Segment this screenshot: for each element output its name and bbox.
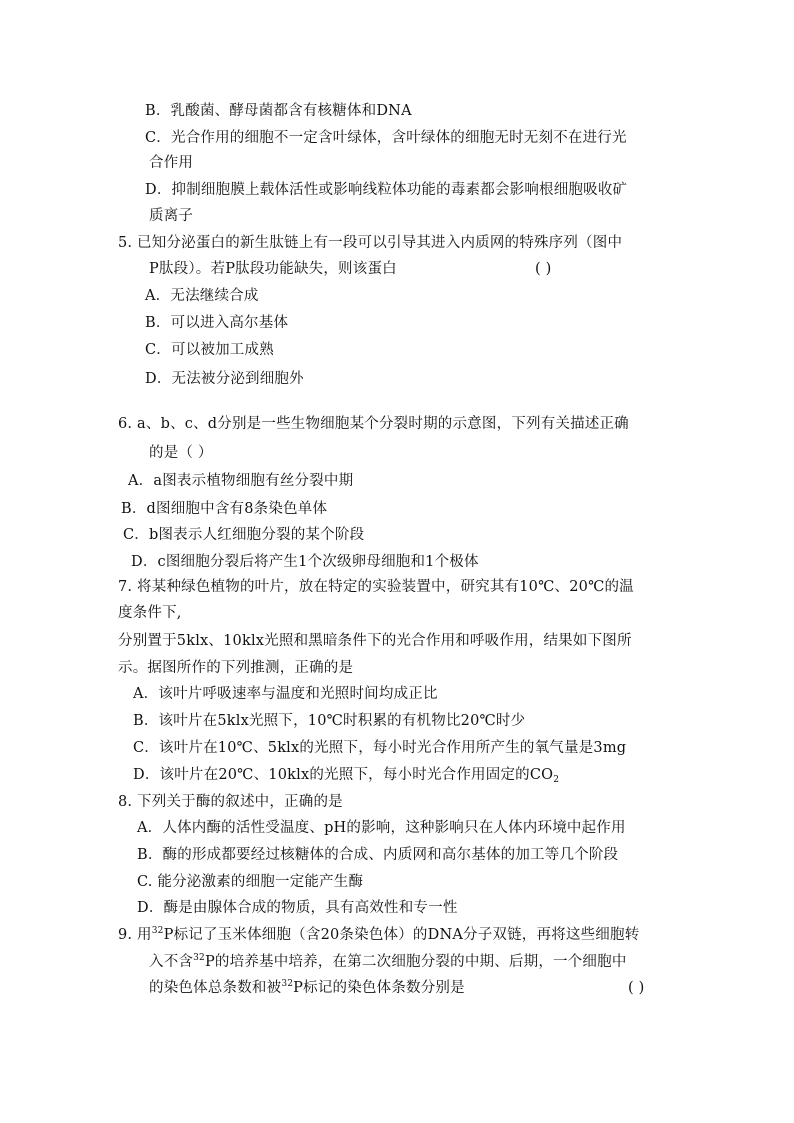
q6-option-a: A．a图表示植物细胞有丝分裂中期 [128,473,354,489]
q5-option-a: A．无法继续合成 [145,288,259,304]
q9-stem-line1: 9. 用$^{32}$P标记了玉米体细胞（含20条染色体）的DNA分子双链，再将这些细胞转 [118,926,640,943]
q7-option-b: B．该叶片在5klx光照下，10℃时积累的有机物比20℃时少 [133,713,526,729]
q5-option-d: D．无法被分泌到细胞外 [145,371,304,387]
q4-option-c-line2: 合作用 [149,155,194,171]
q8-stem: 8. 下列关于酶的叙述中，正确的是 [118,794,343,810]
q7-stem-line4: 示。据图所作的下列推测，正确的是 [118,660,354,676]
q4-option-b: B．乳酸菌、酵母菌都含有核糖体和DNA [145,103,412,119]
q9-stem-line2: 入不含$^{32}$P的培养基中培养，在第二次细胞分裂的中期、后期，一个细胞中 [149,953,627,970]
q5-stem-line2: P肽段）。若P肽段功能缺失，则该蛋白 [149,261,397,277]
q7-option-a: A．该叶片呼吸速率与温度和光照时间均成正比 [133,686,438,702]
q5-option-b: B．可以进入高尔基体 [145,315,289,331]
q6-stem-line1: 6. a、b、c、d分别是一些生物细胞某个分裂时期的示意图，下列有关描述正确 [118,416,629,432]
q5-stem-line1: 5. 已知分泌蛋白的新生肽链上有一段可以引导其进入内质网的特殊序列（图中 [118,235,623,251]
q7-stem-line2: 度条件下, [118,605,182,621]
q9-answer-blank: ( ) [628,980,645,996]
q4-option-c-line1: C．光合作用的细胞不一定含叶绿体，含叶绿体的细胞无时无刻不在进行光 [145,130,627,146]
q5-answer-blank: ( ) [535,261,552,277]
q6-option-c: C．b图表示人红细胞分裂的某个阶段 [123,527,365,543]
q4-option-d-line2: 质离子 [149,208,194,224]
q6-option-d: D．c图细胞分裂后将产生1个次级卵母细胞和1个极体 [131,554,479,570]
q7-stem-line1: 7. 将某种绿色植物的叶片，放在特定的实验装置中，研究其有10℃、20℃的温 [118,579,634,595]
q5-option-c: C．可以被加工成熟 [145,342,274,358]
q8-option-a: A．人体内酶的活性受温度、pH的影响，这种影响只在人体内环境中起作用 [137,820,626,836]
q7-option-d: D．该叶片在20℃、10klx的光照下，每小时光合作用固定的$CO_2$ [133,767,560,785]
q8-option-c: C. 能分泌激素的细胞一定能产生酶 [137,874,364,890]
q9-stem-line3: 的染色体总条数和被$^{32}$P标记的染色体条数分别是 [149,979,465,996]
q7-stem-line3: 分别置于5klx、10klx光照和黑暗条件下的光合作用和呼吸作用，结果如下图所 [118,633,632,649]
q8-option-b: B．酶的形成都要经过核糖体的合成、内质网和高尔基体的加工等几个阶段 [137,847,619,863]
q7-option-c: C．该叶片在10℃、5klx的光照下，每小时光合作用所产生的氧气量是3mg [133,740,627,756]
q4-option-d-line1: D．抑制细胞膜上载体活性或影响线粒体功能的毒素都会影响根细胞吸收矿 [145,182,628,198]
q8-option-d: D．酶是由腺体合成的物质，具有高效性和专一性 [137,900,458,916]
q6-stem-line2: 的是（ ） [149,445,213,461]
q6-option-b: B．d图细胞中含有8条染色单体 [121,501,328,517]
